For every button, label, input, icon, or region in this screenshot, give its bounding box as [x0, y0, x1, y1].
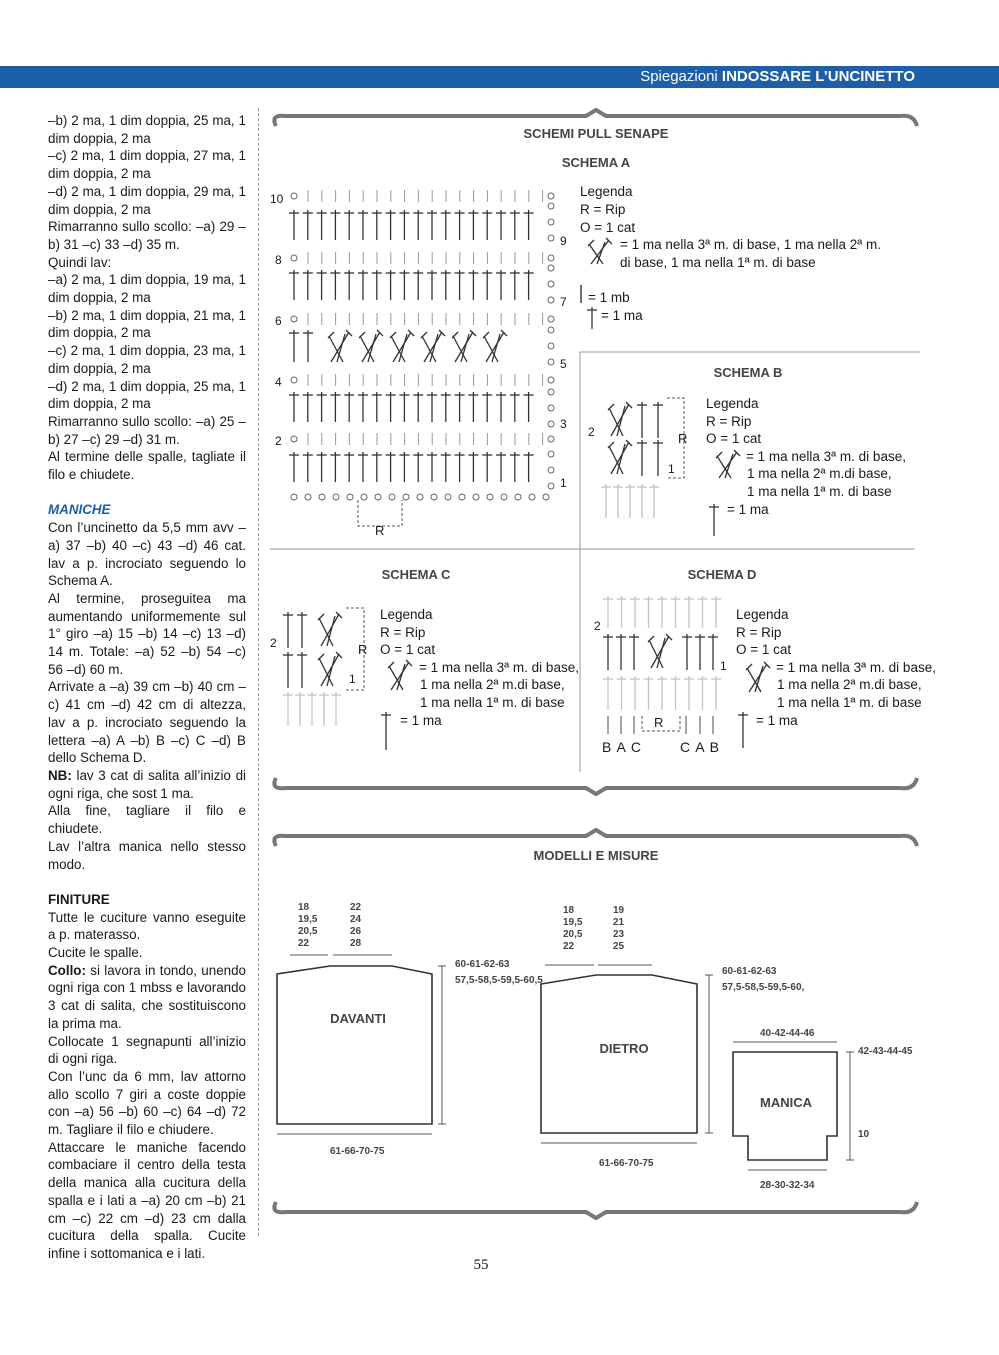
measure: 42-43-44-45	[858, 1046, 913, 1057]
legend-rip: R = Rip	[580, 202, 626, 217]
chain-symbol	[543, 494, 549, 500]
chain-symbol	[548, 327, 554, 333]
collo-label: Collo:	[48, 962, 86, 978]
nb-label: NB:	[48, 768, 72, 783]
chain-symbol	[459, 494, 465, 500]
schema-c-legend	[380, 607, 579, 728]
legend-ma: = 1 ma	[727, 502, 769, 517]
chain-symbol	[548, 405, 554, 411]
chain-symbol	[403, 494, 409, 500]
paragraph: Lav l’altra manica nello stesso modo.	[48, 838, 246, 872]
row-label: 6	[275, 314, 282, 328]
measure: 57,5-58,5-59,5-60,	[722, 982, 805, 993]
paragraph: –b) 2 ma, 1 dim doppia, 25 ma, 1 dim doppia, 2 ma	[48, 113, 246, 146]
schema-c-labels	[270, 636, 367, 686]
chain-symbol	[548, 467, 554, 473]
chain-symbol	[319, 494, 325, 500]
legend-title: Legenda	[736, 607, 789, 622]
legend-cross: 1 ma nella 1ª m. di base	[747, 484, 892, 499]
collo-text: si lavora in tondo, unendo ogni riga con 1 mbss e lavorando 3 cat di salita, che sostituiscono la prima ma.	[48, 962, 246, 1031]
measure: 28	[350, 938, 362, 949]
page-number: 55	[473, 1257, 489, 1273]
measure: 26	[350, 926, 362, 937]
schema-b-title: SCHEMA B	[713, 365, 783, 380]
cross-symbol	[388, 662, 394, 668]
paragraph: Collocate 1 segnapunti all’inizio di ogni riga.	[48, 1033, 246, 1067]
chain-symbol	[389, 494, 395, 500]
legend-cross: = 1 ma nella 3ª m. di base,	[746, 449, 906, 464]
chain-symbol	[291, 436, 297, 442]
scroll-banner-top	[274, 110, 917, 126]
row-label: 10	[270, 192, 284, 206]
chain-symbol	[548, 297, 554, 303]
repeat-label: R	[358, 642, 368, 657]
repeat-label: R	[654, 715, 664, 730]
row-label: 1	[668, 462, 675, 476]
legend-cross: 1 ma nella 2ª m.di base,	[777, 677, 922, 692]
measure: 40-42-44-46	[760, 1028, 815, 1039]
chain-symbol	[473, 494, 479, 500]
scroll-banner-bottom	[274, 1202, 917, 1218]
chain-symbol	[548, 343, 554, 349]
legend-ma: = 1 ma	[756, 713, 798, 728]
scroll-banner-mid	[274, 778, 917, 794]
schema-d-title: SCHEMA D	[687, 567, 757, 582]
cross-symbol	[390, 332, 396, 338]
row-label: 7	[560, 295, 567, 309]
chain-symbol	[548, 265, 554, 271]
schema-b-labels	[588, 425, 687, 476]
measure: 19,5	[298, 914, 318, 925]
paragraph: –a) 2 ma, 1 dim doppia, 19 ma, 1 dim doppia, 2 ma	[48, 272, 246, 306]
chain-symbol	[548, 255, 554, 261]
scroll-banner-models-top	[274, 830, 917, 846]
measure: 22	[563, 941, 575, 952]
dietro-label: DIETRO	[599, 1041, 649, 1056]
chain-symbol	[548, 359, 554, 365]
measure: 60-61-62-63	[722, 966, 777, 977]
cross-symbol	[359, 332, 365, 338]
letters-left: B A C	[602, 739, 643, 755]
legend-cat: O = 1 cat	[706, 431, 762, 446]
legend-title: Legenda	[380, 607, 433, 622]
chain-symbol	[347, 494, 353, 500]
chain-symbol	[501, 494, 507, 500]
chain-symbol	[548, 451, 554, 457]
chain-symbol	[375, 494, 381, 500]
measure: 61-66-70-75	[330, 1146, 385, 1157]
chain-symbol	[548, 377, 554, 383]
paragraph: –d) 2 ma, 1 dim doppia, 25 ma, 1 dim doppia, 2 ma	[48, 378, 246, 412]
chain-symbol	[548, 235, 554, 241]
paragraph: Con l’unc da 6 mm, lav attorno allo scollo 7 giri a coste doppie con –a) 56 –b) 60 –c) 64 –d) 72 m. Tagliare il filo e chiudere.	[48, 1068, 246, 1138]
legend-rip: R = Rip	[736, 625, 782, 640]
chain-symbol	[305, 494, 311, 500]
cross-symbol	[483, 332, 489, 338]
measure: 23	[613, 929, 625, 940]
cross-symbol	[608, 404, 614, 410]
chain-symbol	[548, 436, 554, 442]
chain-symbol	[291, 377, 297, 383]
cross-symbol	[421, 332, 427, 338]
measure: 20,5	[563, 929, 583, 940]
chain-symbol	[548, 281, 554, 287]
legend-ma: = 1 ma	[400, 713, 442, 728]
measure: 24	[350, 914, 362, 925]
measure: 21	[613, 917, 625, 928]
garment-labels	[330, 1011, 813, 1110]
legend-cross: = 1 ma nella 3ª m. di base,	[419, 660, 579, 675]
legend-mb: = 1 mb	[588, 290, 630, 305]
measure: 10	[858, 1129, 870, 1140]
legend-rip: R = Rip	[706, 414, 752, 429]
legend-cross: 1 ma nella 1ª m. di base	[777, 695, 922, 710]
legend-cross: 1 ma nella 1ª m. di base	[420, 695, 565, 710]
paragraph: Cucite le spalle.	[48, 945, 143, 961]
legend-cross: = 1 ma nella 3ª m. di base,	[776, 660, 936, 675]
legend-cross: 1 ma nella 2ª m.di base,	[747, 466, 892, 481]
measure: 19,5	[563, 917, 583, 928]
paragraph: Con l’uncinetto da 5,5 mm avv –a) 37 –b) 40 –c) 43 –d) 46 cat. lav a p. incrociato seguendo lo Schema A.	[48, 520, 246, 589]
chain-symbol	[515, 494, 521, 500]
measure: 57,5-58,5-59,5-60,5	[455, 975, 543, 986]
legend-title: Legenda	[580, 184, 633, 199]
row-label: 1	[720, 659, 727, 673]
legend-ma: = 1 ma	[601, 308, 643, 323]
chain-symbol	[291, 316, 297, 322]
legend-cross: di base, 1 ma nella 1ª m. di base	[620, 255, 816, 270]
legend-cat: O = 1 cat	[580, 220, 636, 235]
measure: 22	[298, 938, 310, 949]
row-label: 1	[560, 476, 567, 490]
finiture-heading: FINITURE	[48, 891, 110, 907]
measure: 18	[563, 905, 575, 916]
cross-symbol	[328, 332, 334, 338]
row-label: 1	[349, 672, 356, 686]
schema-a-legend	[580, 184, 881, 323]
chain-symbol	[291, 494, 297, 500]
chain-symbol	[548, 219, 554, 225]
nb-text: lav 3 cat di salita all’inizio di ogni riga, che sost 1 ma.	[48, 768, 246, 801]
chain-symbol	[548, 389, 554, 395]
paragraph: –c) 2 ma, 1 dim doppia, 23 ma, 1 dim doppia, 2 ma	[48, 343, 246, 376]
paragraph: Alla fine, tagliare il filo e chiudete.	[48, 803, 246, 837]
chain-symbol	[548, 203, 554, 209]
chain-symbol	[361, 494, 367, 500]
schema-a-repeat-label: R	[375, 523, 385, 538]
row-label: 2	[275, 434, 282, 448]
schemi-title: SCHEMI PULL SENAPE	[523, 126, 669, 141]
maniche-heading: MANICHE	[48, 502, 111, 518]
chain-symbol	[431, 494, 437, 500]
schema-d-legend	[736, 607, 936, 728]
cross-symbol	[608, 442, 614, 448]
paragraph: Tutte le cuciture vanno eseguite a p. materasso.	[48, 909, 246, 943]
cross-symbol	[318, 614, 324, 620]
legend-cross: = 1 ma nella 3ª m. di base, 1 ma nella 2ª m.	[620, 237, 881, 252]
cross-symbol	[318, 654, 324, 660]
chain-symbol	[445, 494, 451, 500]
cross-symbol	[716, 452, 722, 458]
legend-cat: O = 1 cat	[736, 642, 792, 657]
row-label: 2	[594, 619, 601, 633]
row-label: 5	[560, 357, 567, 371]
row-label: 2	[270, 636, 277, 650]
cross-symbol	[588, 240, 594, 246]
paragraph: –c) 2 ma, 1 dim doppia, 27 ma, 1 dim doppia, 2 ma	[48, 148, 246, 182]
chain-symbol	[487, 494, 493, 500]
chain-symbol	[548, 483, 554, 489]
header-main-title: INDOSSARE L’UNCINETTO	[721, 68, 915, 85]
schema-b-legend	[706, 396, 906, 517]
chain-symbol	[529, 494, 535, 500]
schema-d-labels	[594, 619, 727, 755]
legend-rip: R = Rip	[380, 625, 426, 640]
legend-cross: 1 ma nella 2ª m.di base,	[420, 677, 565, 692]
manica-label: MANICA	[760, 1095, 812, 1110]
cross-symbol	[648, 636, 654, 642]
measure: 19	[613, 905, 625, 916]
chain-symbol	[333, 494, 339, 500]
chain-symbol	[548, 193, 554, 199]
modelli-title: MODELLI E MISURE	[533, 848, 659, 863]
chain-symbol	[548, 316, 554, 322]
row-label: 9	[560, 234, 567, 248]
paragraph: Attaccare le maniche facendo combaciare il centro della testa della manica alla cucitura della spalla e i lati a –a) 20 cm –b) 21 cm –c) 22 cm –d) 23 cm dalla cucitura della spalla. Cucite infine i sottomanica e i lati.	[48, 1139, 246, 1261]
cross-symbol	[746, 664, 752, 670]
measure: 20,5	[298, 926, 318, 937]
measure: 22	[350, 902, 362, 913]
paragraph: Rimarranno sullo scollo: –a) 29 –b) 31 –c) 33 –d) 35 m.	[48, 219, 246, 252]
chain-symbol	[291, 255, 297, 261]
legend-cat: O = 1 cat	[380, 642, 436, 657]
paragraph: –d) 2 ma, 1 dim doppia, 29 ma, 1 dim doppia, 2 ma	[48, 183, 246, 217]
letters-right: C A B	[680, 739, 721, 755]
paragraph: Rimarranno sullo scollo: –a) 25 –b) 27 –c) 29 –d) 31 m.	[48, 413, 246, 447]
davanti-label: DAVANTI	[330, 1011, 386, 1026]
repeat-label: R	[678, 431, 688, 446]
measure: 25	[613, 941, 625, 952]
legend-title: Legenda	[706, 396, 759, 411]
row-label: 4	[275, 375, 282, 389]
schema-a-title: SCHEMA A	[561, 155, 631, 170]
chain-symbol	[548, 421, 554, 427]
paragraph: Al termine, proseguitea ma aumentando uniformemente sul 1° giro –a) 15 –b) 14 –c) 13 –d) 14 m. Totale: –a) 52 –b) 54 –c) 56 –d) 60 m.	[48, 590, 246, 677]
paragraph: –b) 2 ma, 1 dim doppia, 21 ma, 1 dim doppia, 2 ma	[48, 307, 246, 341]
paragraph: Quindi lav:	[48, 254, 112, 270]
schema-c-title: SCHEMA C	[381, 567, 451, 582]
row-label: 3	[560, 417, 567, 431]
header-prefix: Spiegazioni	[640, 68, 718, 85]
davanti-outline	[277, 966, 432, 1124]
paragraph: Al termine delle spalle, tagliate il filo e chiudete.	[48, 449, 246, 483]
measure: 18	[298, 902, 310, 913]
cross-symbol	[452, 332, 458, 338]
measure: 61-66-70-75	[599, 1158, 654, 1169]
chain-symbol	[417, 494, 423, 500]
measure: 60-61-62-63	[455, 959, 510, 970]
measure: 28-30-32-34	[760, 1180, 815, 1191]
row-label: 8	[275, 253, 282, 267]
row-label: 2	[588, 425, 595, 439]
chain-symbol	[291, 193, 297, 199]
paragraph: Arrivate a –a) 39 cm –b) 40 cm –c) 41 cm –d) 42 cm di altezza, lav a p. incrociato seguendo la lettera –a) A –b) B –c) C –d) B dello Schema D.	[48, 679, 246, 766]
